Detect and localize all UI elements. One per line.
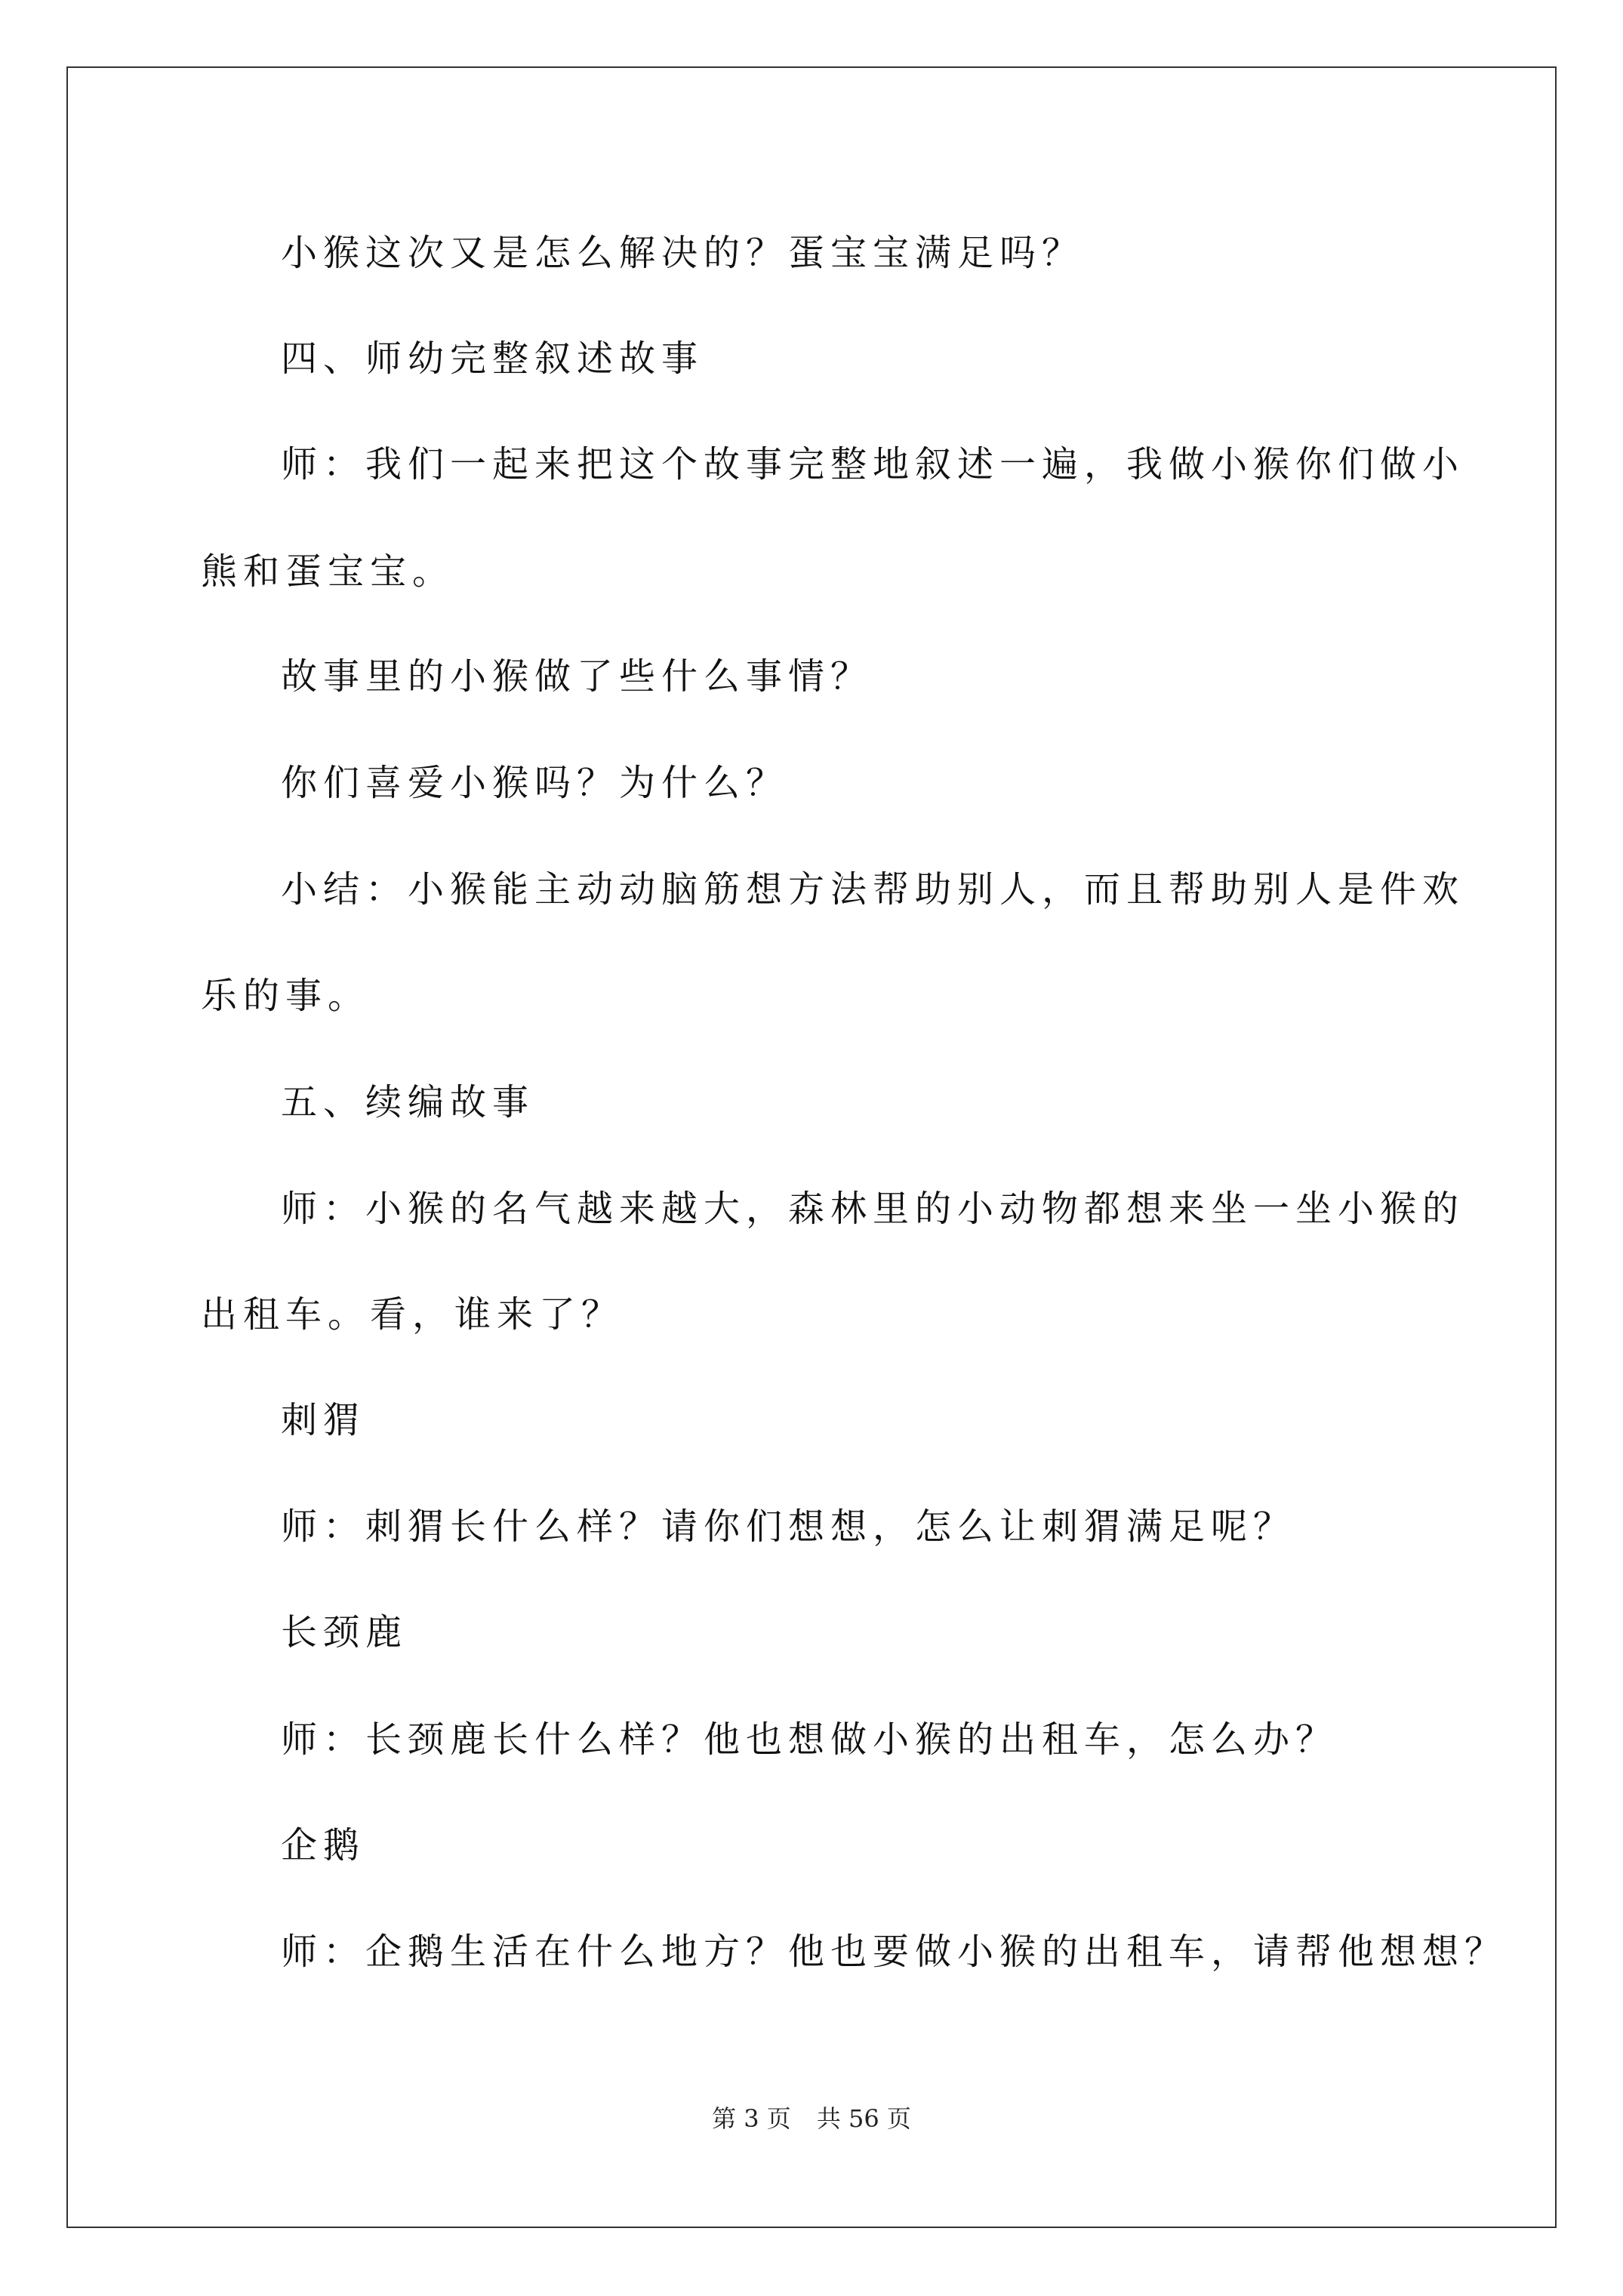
paragraph-line: 师：我们一起来把这个故事完整地叙述一遍，我做小猴你们做小 bbox=[281, 443, 1465, 485]
page-frame bbox=[66, 66, 1557, 2228]
page-number: 第 3 页 bbox=[712, 2104, 791, 2133]
paragraph-line: 师：企鹅生活在什么地方？他也要做小猴的出租车，请帮他想想？ bbox=[281, 1931, 1508, 1973]
page-footer bbox=[0, 2103, 1623, 2134]
paragraph-line: 师：刺猬长什么样？请你们想想，怎么让刺猬满足呢？ bbox=[281, 1505, 1296, 1548]
paragraph-line: 师：小猴的名气越来越大，森林里的小动物都想来坐一坐小猴的 bbox=[281, 1188, 1465, 1230]
paragraph-line: 长颈鹿 bbox=[281, 1611, 408, 1653]
paragraph-continuation: 乐的事。 bbox=[201, 975, 371, 1017]
paragraph-line: 企鹅 bbox=[281, 1824, 366, 1866]
paragraph-line: 故事里的小猴做了些什么事情？ bbox=[281, 655, 873, 698]
paragraph-continuation: 出租车。看，谁来了？ bbox=[201, 1293, 624, 1336]
paragraph-line: 小猴这次又是怎么解决的？蛋宝宝满足吗？ bbox=[281, 232, 1085, 274]
paragraph-line: 你们喜爱小猴吗？为什么？ bbox=[281, 762, 789, 804]
paragraph-line: 刺猬 bbox=[281, 1399, 366, 1441]
page-total: 共 56 页 bbox=[816, 2104, 911, 2133]
section-heading: 五、续编故事 bbox=[281, 1081, 535, 1123]
paragraph-line: 师：长颈鹿长什么样？他也想做小猴的出租车，怎么办？ bbox=[281, 1718, 1338, 1761]
paragraph-continuation: 熊和蛋宝宝。 bbox=[201, 550, 455, 593]
section-heading: 四、师幼完整叙述故事 bbox=[281, 337, 704, 380]
paragraph-line: 小结：小猴能主动动脑筋想方法帮助别人，而且帮助别人是件欢 bbox=[281, 868, 1465, 911]
